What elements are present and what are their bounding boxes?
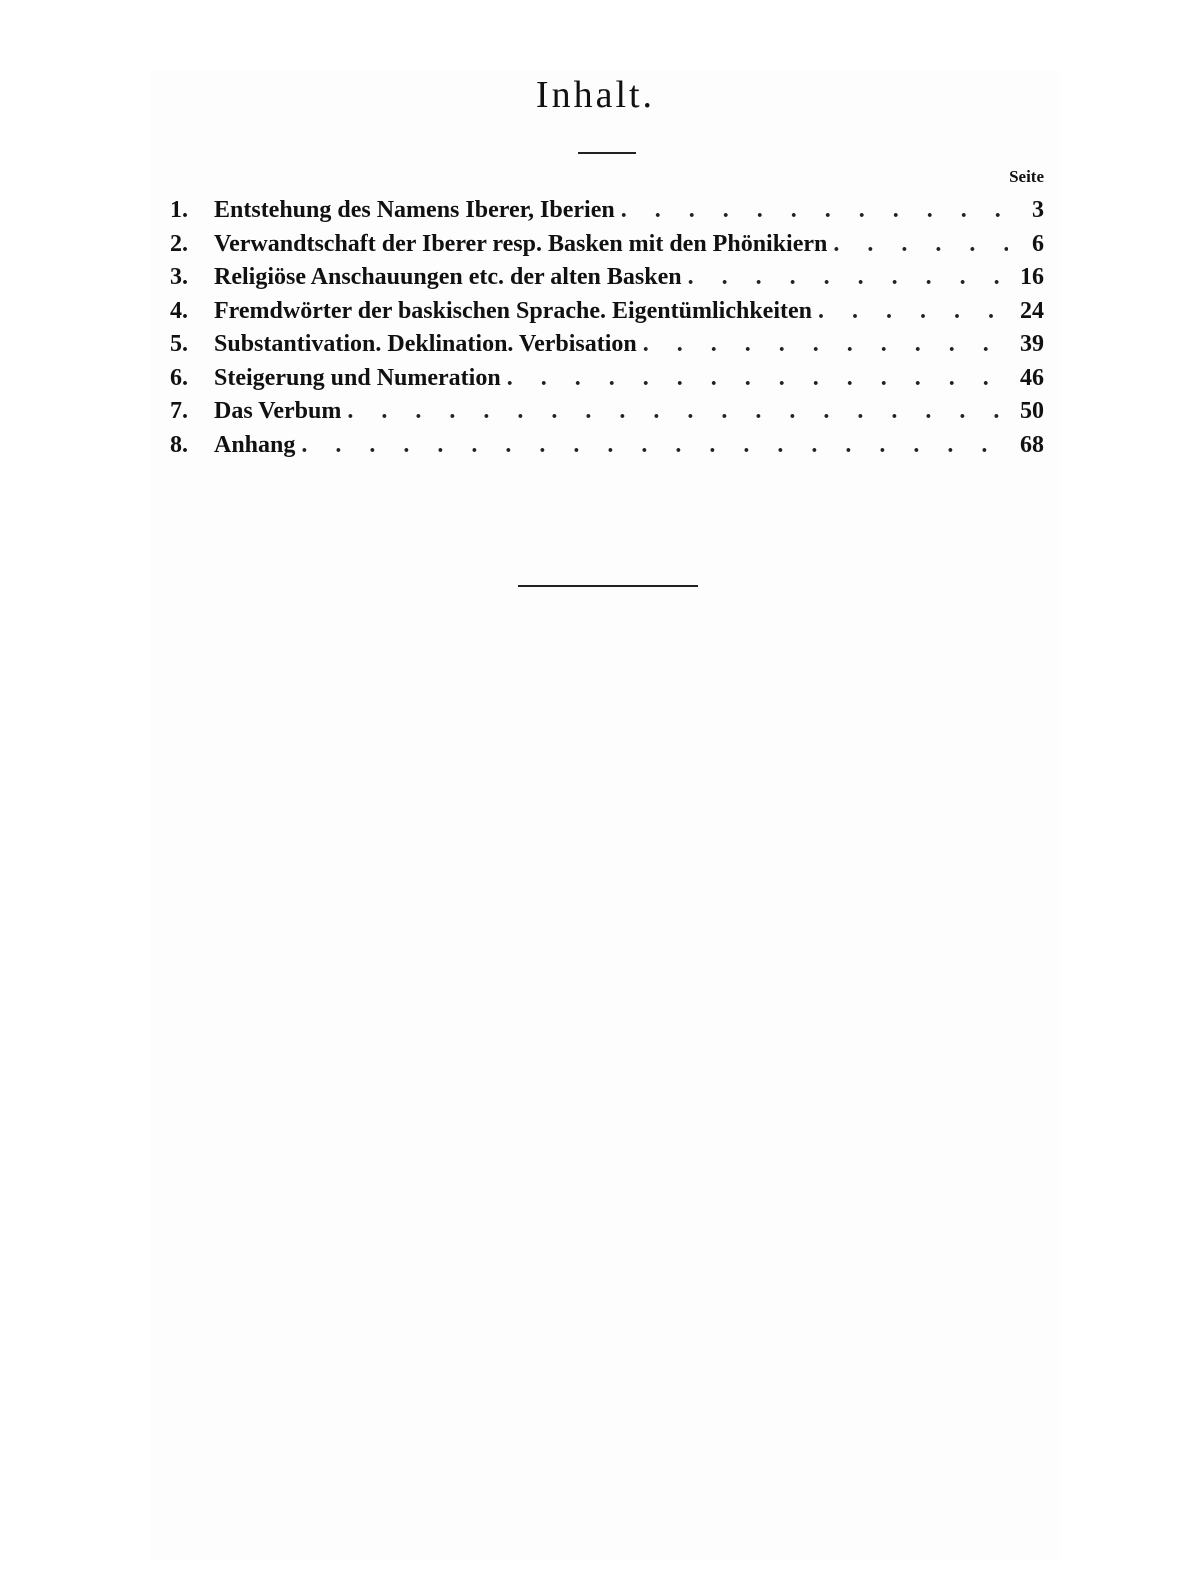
toc-entry [170, 362, 1044, 396]
dot-leader [688, 261, 1008, 295]
toc-entry-page: 68 [1020, 431, 1044, 458]
toc-entry-title: Steigerung und Numeration [214, 364, 501, 391]
toc-entry-number: 2. [170, 230, 188, 257]
page-title: Inhalt. [535, 74, 656, 116]
title-divider [578, 152, 636, 154]
toc-entry-title: Religiöse Anschauungen etc. der alten Basken [214, 264, 682, 290]
toc-entry-page: 46 [1020, 364, 1044, 391]
toc-entry-title: Entstehung des Namens Iberer, Iberien [214, 197, 615, 223]
dot-leader [621, 194, 1008, 228]
toc-entry [170, 194, 1044, 228]
toc-entry [170, 295, 1044, 329]
toc-entry-title: Fremdwörter der baskischen Sprache. Eigentümlichkeiten [214, 297, 812, 324]
toc-entry-title: Substantivation. Deklination. Verbisation [214, 331, 637, 357]
toc-entry [170, 429, 1044, 463]
toc-entry-title: Das Verbum [214, 398, 342, 424]
toc-entry [170, 328, 1044, 362]
toc-entry [170, 395, 1044, 429]
toc-entry-number: 6. [170, 364, 188, 391]
toc-entry-page: 24 [1020, 297, 1044, 324]
table-of-contents [170, 194, 1044, 462]
dot-leader [643, 328, 1008, 362]
dot-leader [347, 395, 1008, 429]
dot-leader [818, 295, 1008, 329]
dot-leader [833, 228, 1008, 262]
toc-entry-page: 16 [1020, 264, 1044, 290]
toc-entry [170, 261, 1044, 295]
toc-entry-page: 39 [1020, 331, 1044, 357]
page-column-label: Seite [1009, 167, 1044, 186]
toc-entry [170, 228, 1044, 262]
toc-entry-page: 3 [1032, 197, 1044, 223]
dot-leader [301, 429, 1008, 463]
toc-entry-number: 8. [170, 431, 188, 458]
toc-entry-number: 1. [170, 197, 188, 223]
toc-entry-number: 7. [170, 398, 188, 424]
toc-entry-number: 5. [170, 331, 188, 357]
toc-entry-title: Anhang [214, 431, 296, 458]
toc-entry-page: 6 [1032, 230, 1044, 257]
toc-entry-number: 4. [170, 297, 188, 324]
toc-entry-number: 3. [170, 264, 188, 290]
dot-leader [507, 362, 1008, 396]
toc-entry-title: Verwandtschaft der Iberer resp. Basken mit den Phönikiern [214, 230, 828, 257]
closing-divider [518, 585, 698, 587]
toc-entry-page: 50 [1020, 398, 1044, 424]
